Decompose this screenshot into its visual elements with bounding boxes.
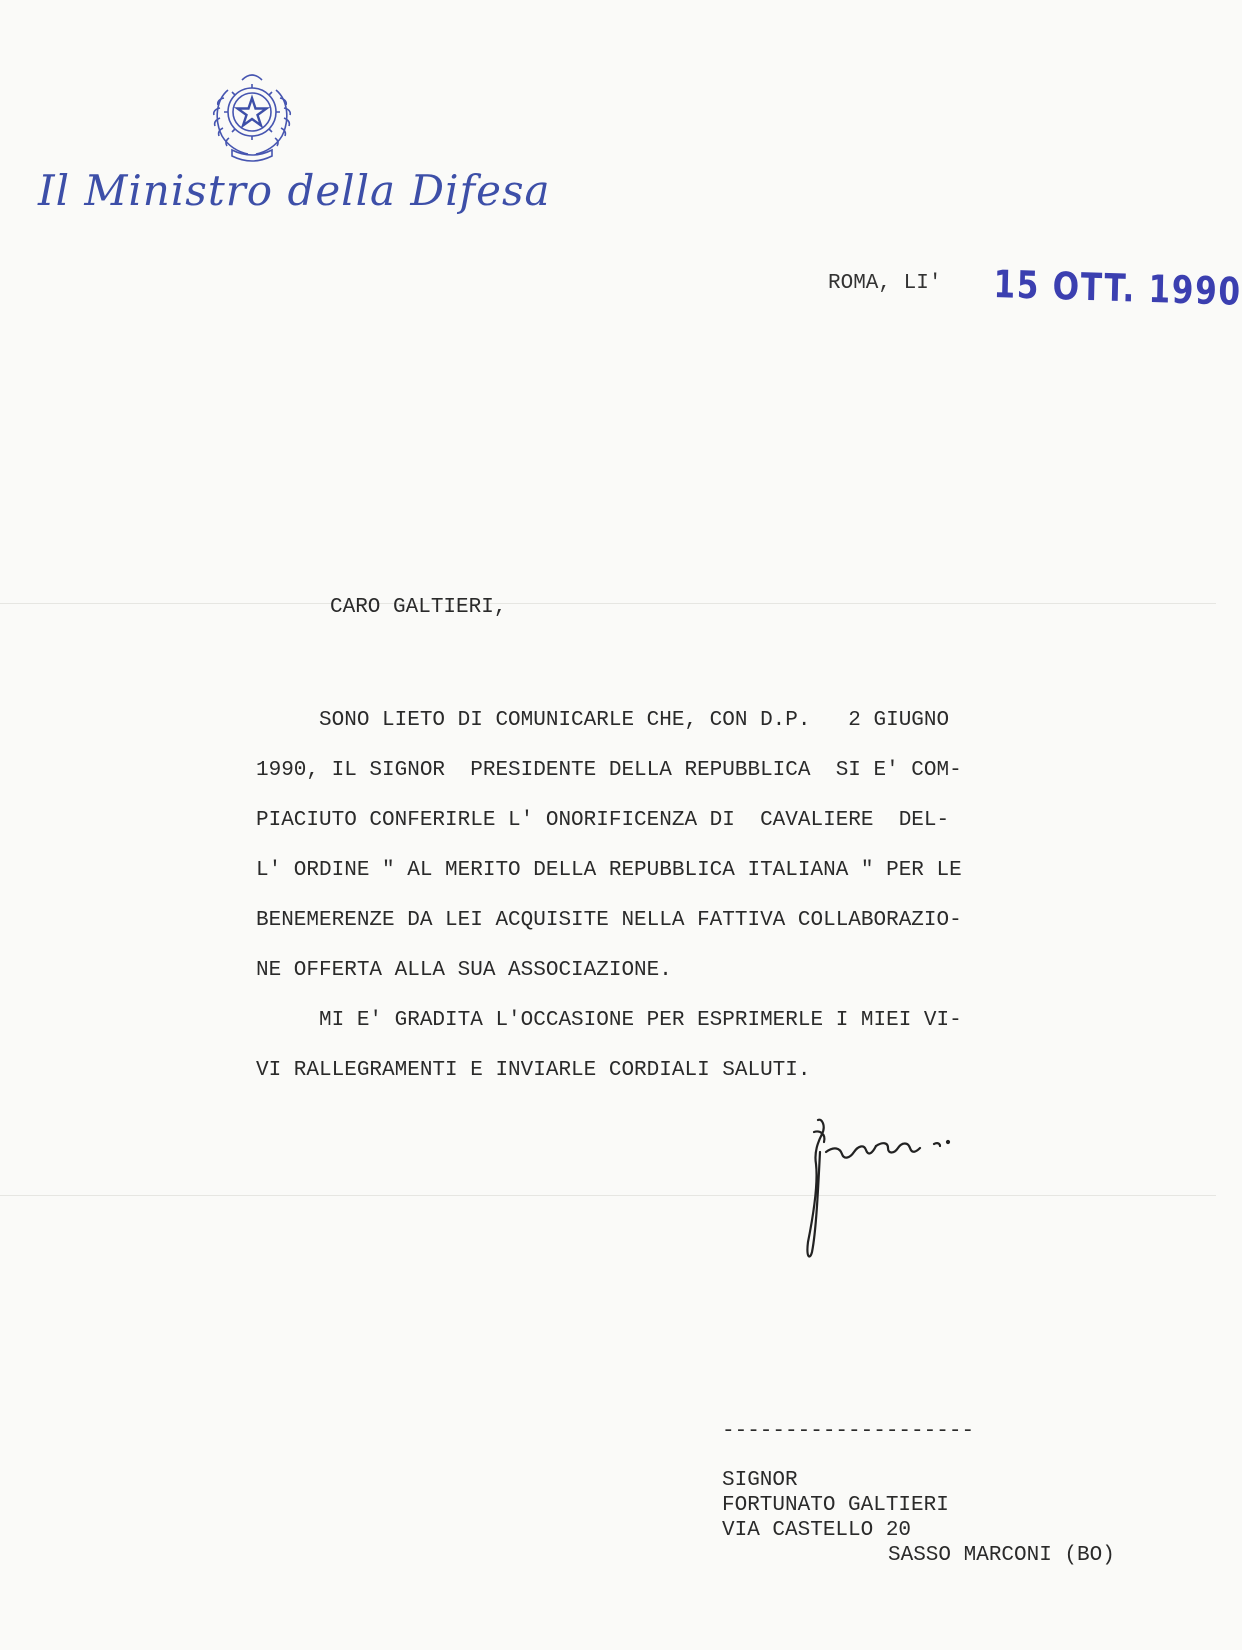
letterhead-title: Il Ministro della Difesa: [38, 166, 551, 215]
letter-body-line: L' ORDINE " AL MERITO DELLA REPUBBLICA ITALIANA " PER LE: [256, 859, 962, 882]
place-label: ROMA, LI': [828, 272, 942, 295]
paper-fold-crease: [0, 1195, 1216, 1196]
italian-republic-emblem-icon: [208, 68, 296, 164]
letter-body: [256, 696, 962, 1096]
letter-body-line: NE OFFERTA ALLA SUA ASSOCIAZIONE.: [256, 959, 672, 982]
paper-fold-crease: [0, 603, 1216, 604]
letter-body-line: VI RALLEGRAMENTI E INVIARLE CORDIALI SALUTI.: [256, 1059, 811, 1082]
letter-salutation: CARO GALTIERI,: [330, 596, 507, 619]
letter-body-line: PIACIUTO CONFERIRLE L' ONORIFICENZA DI CAVALIERE DEL-: [256, 809, 950, 832]
recipient-name: FORTUNATO GALTIERI: [722, 1494, 949, 1517]
recipient-address: [722, 1468, 949, 1543]
recipient-title: SIGNOR: [722, 1469, 798, 1492]
letter-body-line: 1990, IL SIGNOR PRESIDENTE DELLA REPUBBLICA SI E' COM-: [256, 759, 962, 782]
handwritten-signature-icon: [796, 1112, 996, 1272]
letter-body-line: MI E' GRADITA L'OCCASIONE PER ESPRIMERLE I MIEI VI-: [256, 1009, 962, 1032]
date-stamp: 15 OTT. 1990: [993, 262, 1242, 314]
letter-body-line: BENEMERENZE DA LEI ACQUISITE NELLA FATTIVA COLLABORAZIO-: [256, 909, 962, 932]
recipient-city: SASSO MARCONI (BO): [888, 1544, 1115, 1567]
recipient-street: VIA CASTELLO 20: [722, 1519, 912, 1542]
address-separator: --------------------: [722, 1420, 975, 1443]
letter-body-line: SONO LIETO DI COMUNICARLE CHE, CON D.P. 2 GIUGNO: [256, 709, 950, 732]
